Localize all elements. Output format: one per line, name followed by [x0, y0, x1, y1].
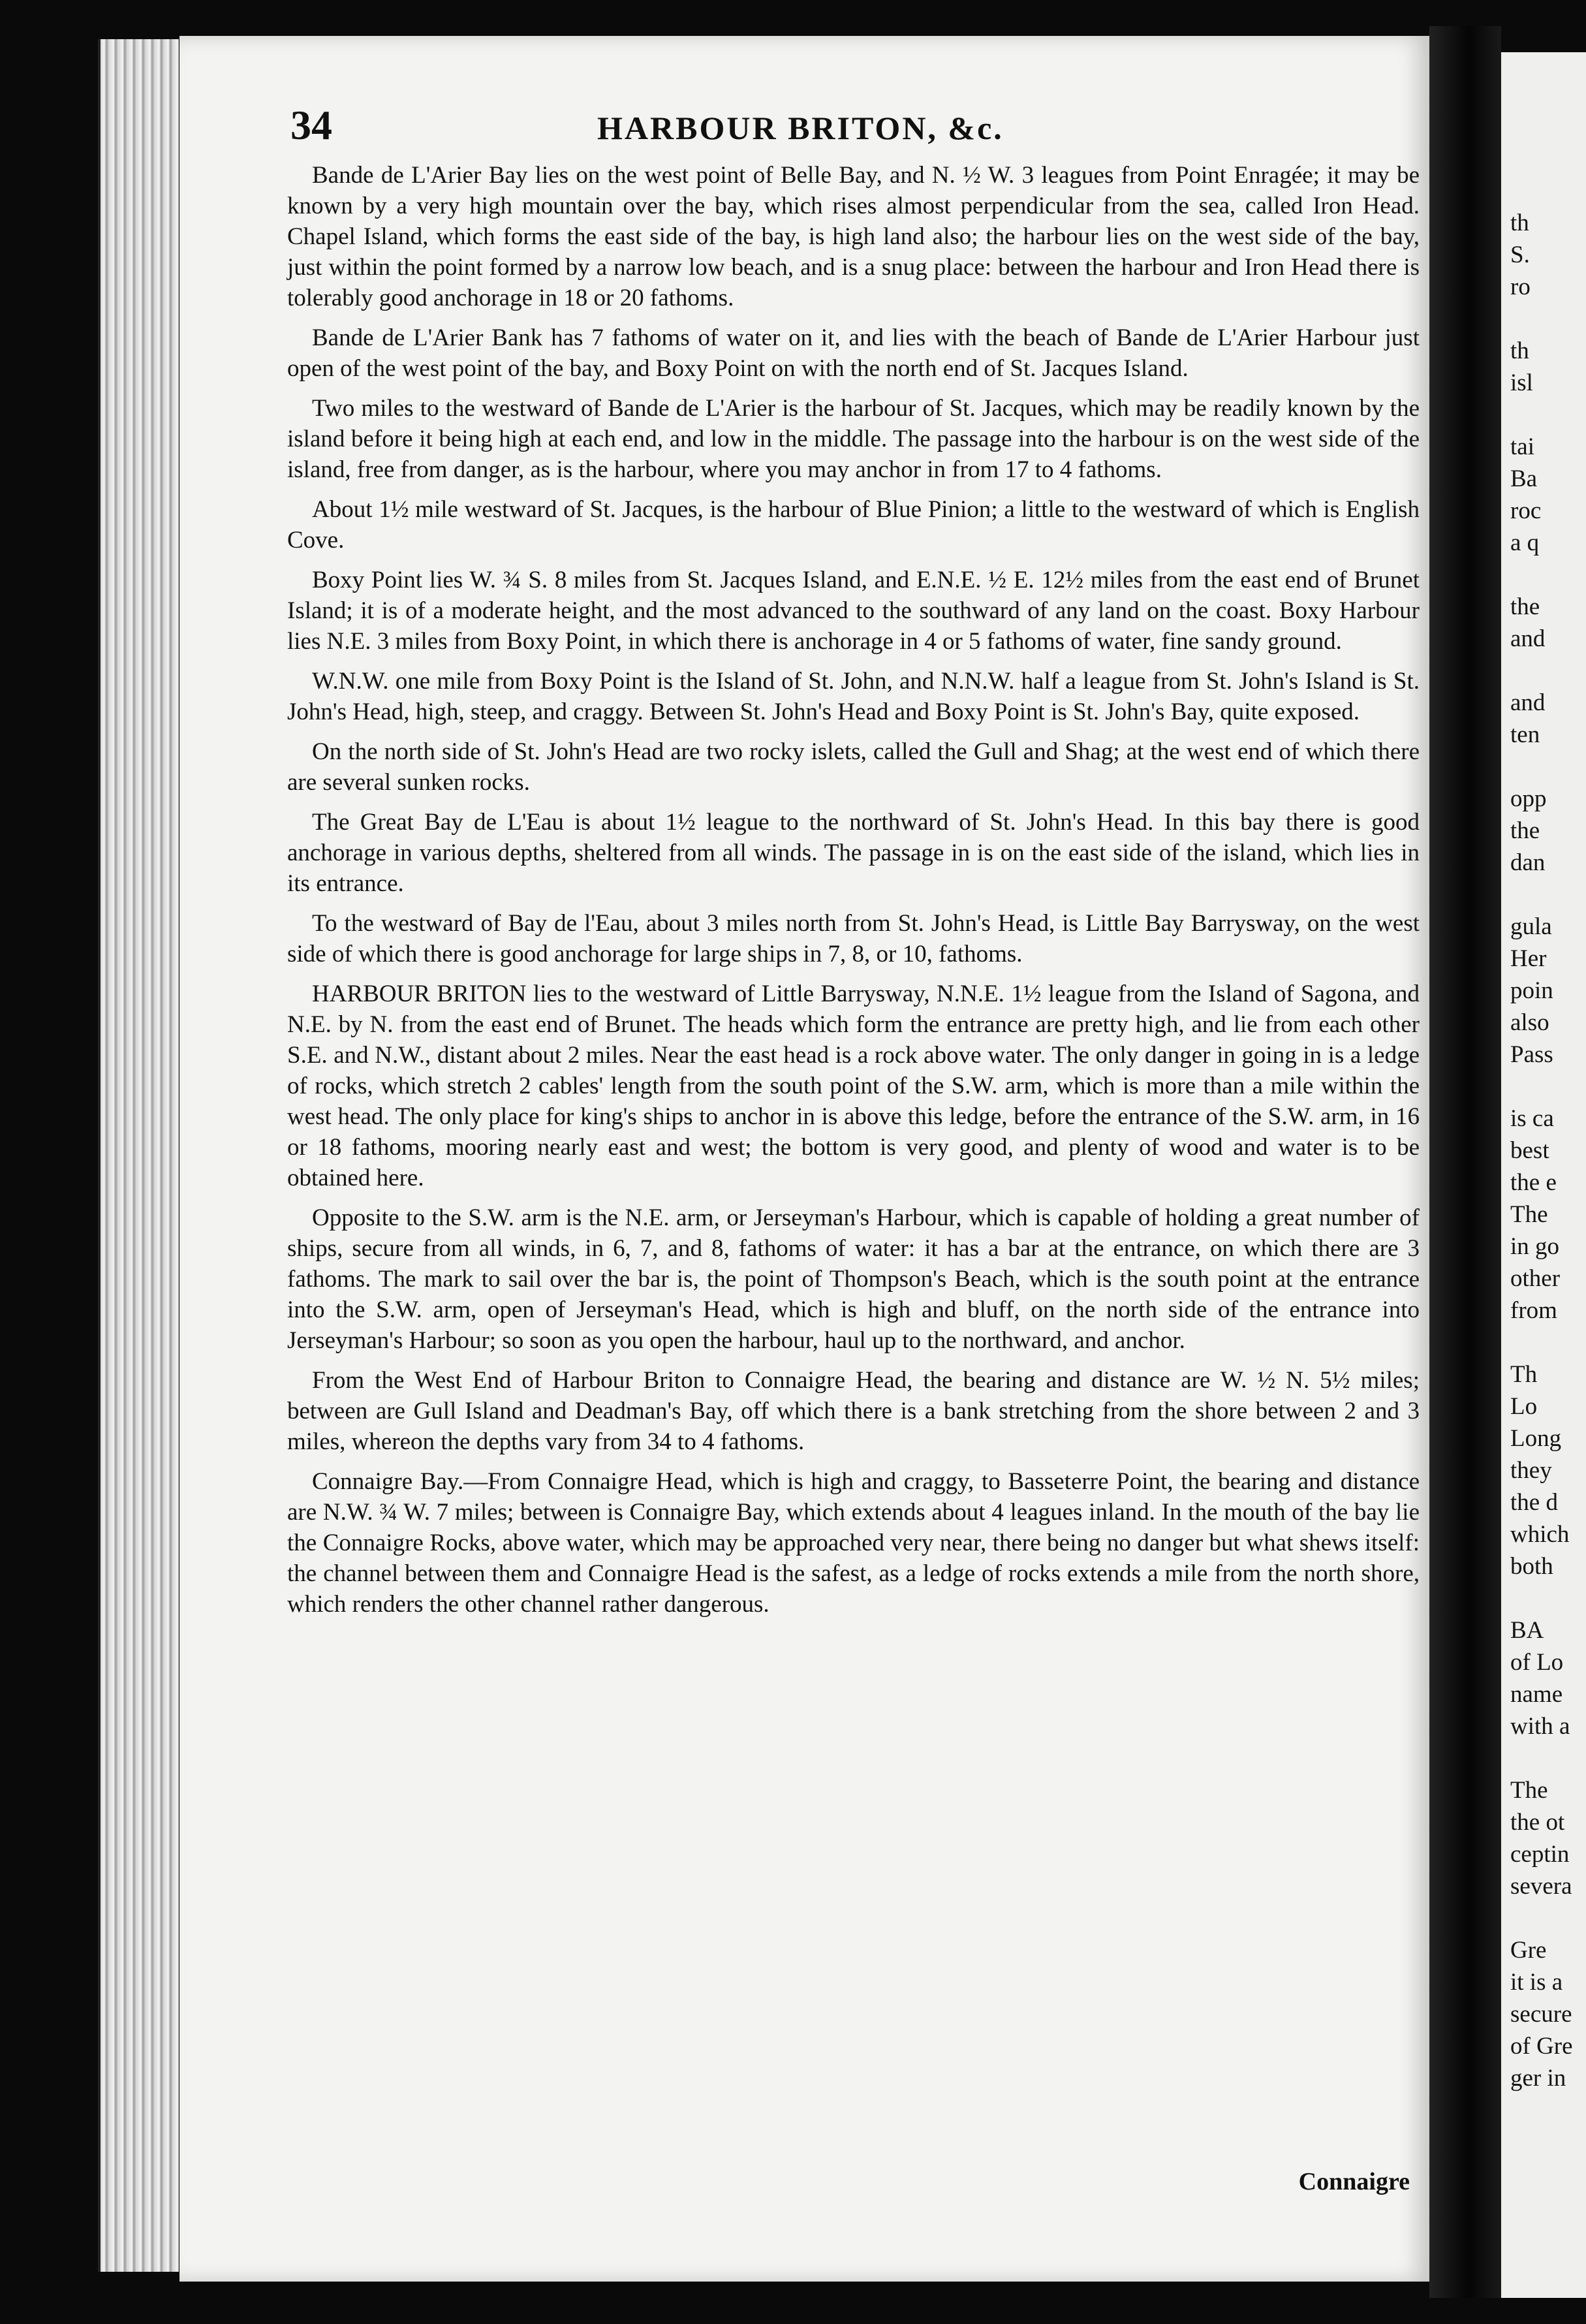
- facing-page-fragment: the: [1510, 817, 1540, 844]
- page-stack-edges: [98, 39, 179, 2272]
- facing-page-fragment: isl: [1510, 369, 1533, 396]
- facing-page-fragment: Pass: [1510, 1041, 1553, 1068]
- facing-page-fragment: dan: [1510, 849, 1546, 876]
- facing-page-edge: [1501, 52, 1586, 2298]
- paragraph-bande-de-larier-bank: Bande de L'Arier Bank has 7 fathoms of water on it, and lies with the beach of Bande de L'Arier Harbour just open of the west point of the bay, and Boxy Point on with the north end of St. Jacques Island.: [287, 324, 1420, 382]
- facing-page-fragment: and: [1510, 625, 1546, 652]
- facing-page-fragment: ceptin: [1510, 1841, 1570, 1868]
- facing-page-fragment: it is a: [1510, 1969, 1563, 1996]
- facing-page-fragment: the: [1510, 593, 1540, 620]
- facing-page-fragment: Th: [1510, 1361, 1538, 1388]
- facing-page-fragment: BA: [1510, 1617, 1544, 1644]
- facing-page-fragment: Gre: [1510, 1937, 1547, 1964]
- facing-page-fragment: which: [1510, 1521, 1570, 1548]
- facing-page-fragment: with a: [1510, 1713, 1570, 1740]
- paragraph-great-bay-de-leau: The Great Bay de L'Eau is about 1½ league to the northward of St. John's Head. In this bay there is good anchorage in various depths, sheltered from all winds. The passage in is on the east side of the island, which lies in its entrance.: [287, 809, 1420, 897]
- facing-page-fragment: both: [1510, 1553, 1553, 1580]
- book-gutter: [1429, 26, 1501, 2298]
- facing-page-fragment: in go: [1510, 1233, 1560, 1260]
- facing-page-fragment: ten: [1510, 721, 1540, 748]
- facing-page-fragment: tai: [1510, 433, 1534, 460]
- paragraph-island-of-st-john: W.N.W. one mile from Boxy Point is the Island of St. John, and N.N.W. half a league from St. John's Island is St. John's Head, high, steep, and craggy. Between St. John's Head and Boxy Point is St. John's Bay, quite exposed.: [287, 668, 1420, 725]
- facing-page-fragment: th: [1510, 338, 1529, 364]
- facing-page-fragment: name: [1510, 1681, 1563, 1708]
- facing-page-fragment: severa: [1510, 1873, 1572, 1900]
- facing-page-fragment: poin: [1510, 977, 1553, 1004]
- facing-page-fragment: The: [1510, 1777, 1548, 1804]
- paragraph-boxy-point: Boxy Point lies W. ¾ S. 8 miles from St. Jacques Island, and E.N.E. ½ E. 12½ miles from the east end of Brunet Island; it is of a moderate height, and the most advanced to the southward of any land on the coast. Boxy Harbour lies N.E. 3 miles from Boxy Point, in which there is anchorage in 4 or 5 fathoms of water, fine sandy ground.: [287, 567, 1420, 655]
- facing-page-fragment: Lo: [1510, 1393, 1538, 1420]
- paragraph-bande-de-larier-bay: Bande de L'Arier Bay lies on the west point of Belle Bay, and N. ½ W. 3 leagues from Point Enragée; it may be known by a very high mountain over the bay, which rises almost perpendicular from the sea, called Iron Head. Chapel Island, which forms the east side of the bay, is high land also; the harbour lies on the west side of the bay, just within the point formed by a narrow low beach, and is a snug place: between the harbour and Iron Head there is tolerably good anchorage in 18 or 20 fathoms.: [287, 162, 1420, 311]
- facing-page-fragment: also: [1510, 1009, 1549, 1036]
- facing-page-fragment: of Gre: [1510, 2033, 1573, 2060]
- paragraph-connaigre-bay: Connaigre Bay.—From Connaigre Head, which is high and craggy, to Basseterre Point, the bearing and distance are N.W. ¾ W. 7 miles; between is Connaigre Bay, which extends about 4 leagues inland. In the mouth of the bay lie the Connaigre Rocks, above water, which may be approached very near, there being no danger but what shews itself: the channel between them and Connaigre Head is the safest, as a ledge of rocks extends a mile from the north shore, which renders the other channel rather dangerous.: [287, 1468, 1420, 1618]
- facing-page-fragment: th: [1510, 210, 1529, 236]
- facing-page-fragment: best: [1510, 1137, 1549, 1164]
- facing-page-fragment: S.: [1510, 242, 1530, 268]
- facing-page-fragment: from: [1510, 1297, 1557, 1324]
- facing-page-fragment: ro: [1510, 274, 1531, 300]
- facing-page-fragment: opp: [1510, 785, 1547, 812]
- facing-page-fragment: other: [1510, 1265, 1561, 1292]
- paragraph-gull-and-shag: On the north side of St. John's Head are two rocky islets, called the Gull and Shag; at the west end of which there are several sunken rocks.: [287, 738, 1420, 796]
- book-page: [179, 36, 1429, 2282]
- facing-page-fragment: the d: [1510, 1489, 1558, 1516]
- facing-page-fragment: the ot: [1510, 1809, 1565, 1836]
- paragraph-little-bay-barrysway: To the westward of Bay de l'Eau, about 3 miles north from St. John's Head, is Little Bay Barrysway, on the west side of which there is good anchorage for large ships in 7, 8, or 10, fathoms.: [287, 910, 1420, 967]
- page-header: [290, 101, 1413, 160]
- body-text: [287, 160, 1420, 1629]
- facing-page-fragment: roc: [1510, 497, 1542, 524]
- facing-page-fragment: Ba: [1510, 465, 1538, 492]
- paragraph-st-jacques: Two miles to the westward of Bande de L'Arier is the harbour of St. Jacques, which may be readily known by the island before it being high at each end, and low in the middle. The passage into the harbour is on the west side of the island, free from danger, as is the harbour, where you may anchor in from 17 to 4 fathoms.: [287, 395, 1420, 483]
- paragraph-harbour-briton-to-connaigre-head: From the West End of Harbour Briton to Connaigre Head, the bearing and distance are W. ½ N. 5½ miles; between are Gull Island and Deadman's Bay, off which there is a bank stretching from the shore between 2 and 3 miles, whereon the depths vary from 34 to 4 fathoms.: [287, 1367, 1420, 1455]
- facing-page-fragment: Long: [1510, 1425, 1562, 1452]
- facing-page-fragment: ger in: [1510, 2065, 1566, 2092]
- facing-page-fragment: and: [1510, 689, 1546, 716]
- facing-page-fragment: of Lo: [1510, 1649, 1564, 1676]
- page-number: 34: [290, 102, 332, 148]
- facing-page-fragment: Her: [1510, 945, 1547, 972]
- facing-page-fragment: they: [1510, 1457, 1552, 1484]
- facing-page-fragment: secure: [1510, 2001, 1572, 2028]
- facing-page-fragment: is ca: [1510, 1105, 1554, 1132]
- facing-page-fragment: the e: [1510, 1169, 1557, 1196]
- paragraph-jerseymans-harbour: Opposite to the S.W. arm is the N.E. arm, or Jerseyman's Harbour, which is capable of holding a great number of ships, secure from all winds, in 6, 7, and 8, fathoms of water: it has a bar at the entrance, on which there are 3 fathoms. The mark to sail over the bar is, the point of Thompson's Beach, which is the south point at the entrance into the S.W. arm, open of Jerseyman's Head, which is high and bluff, on the north side of the entrance into Jerseyman's Harbour; so soon as you open the harbour, haul up to the northward, and anchor.: [287, 1204, 1420, 1354]
- facing-page-fragment: gula: [1510, 913, 1552, 940]
- facing-page-fragment: a q: [1510, 529, 1540, 556]
- paragraph-harbour-briton: HARBOUR BRITON lies to the westward of Little Barrysway, N.N.E. 1½ league from the Island of Sagona, and N.E. by N. from the east end of Brunet. The heads which form the entrance are pretty high, and lie from each other S.E. and N.W., distant about 2 miles. Near the east head is a rock above water. The only danger in going in is a ledge of rocks, which stretch 2 cables' length from the south point of the S.W. arm, which is more than a mile within the west head. The only place for king's ships to anchor in is above this ledge, before the entrance of the S.W. arm, in 16 or 18 fathoms, mooring nearly east and west; the bottom is very good, and plenty of wood and water is to be obtained here.: [287, 981, 1420, 1191]
- running-head: HARBOUR BRITON, &c.: [597, 110, 1004, 146]
- catchword: Connaigre: [1298, 2168, 1410, 2195]
- facing-page-fragment: The: [1510, 1201, 1548, 1228]
- paragraph-blue-pinion: About 1½ mile westward of St. Jacques, is the harbour of Blue Pinion; a little to the westward of which is English Cove.: [287, 496, 1420, 554]
